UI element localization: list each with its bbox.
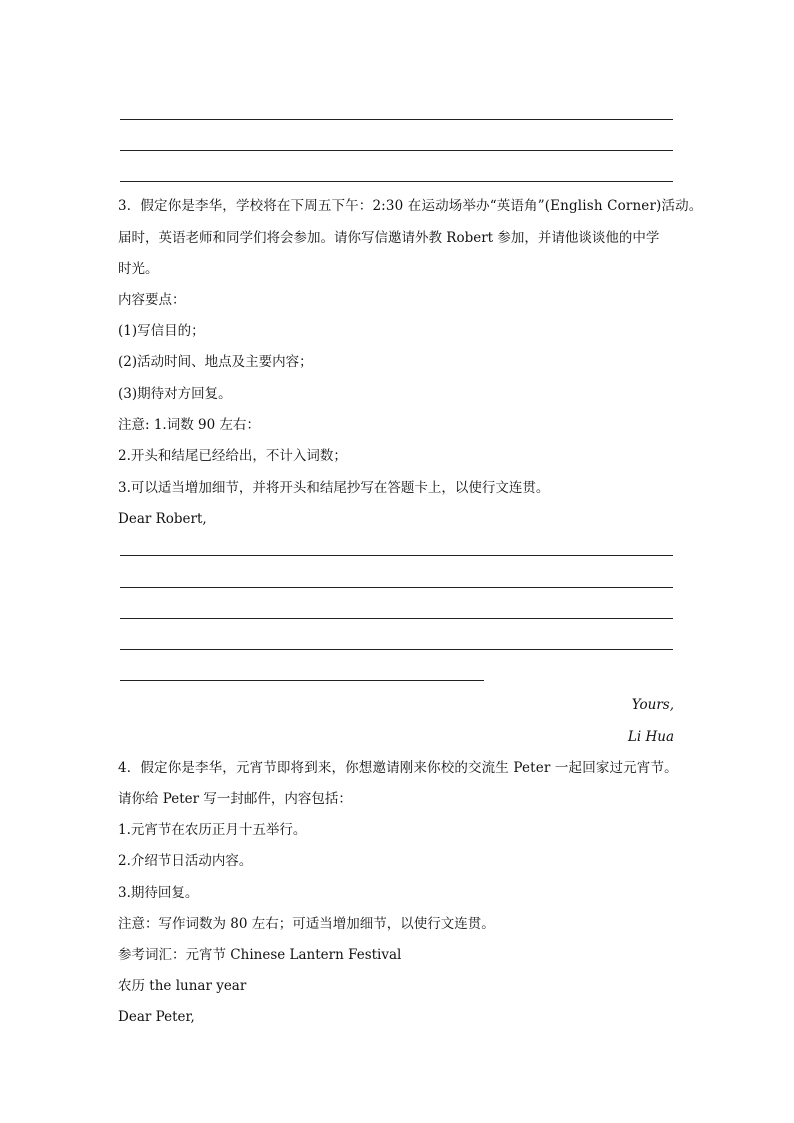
answer-line [120,119,673,120]
q3-prompt-line-1: 3．假定你是李华，学校将在下周五下午：2:30 在运动场举办“英语角”(English Corner)活动。 [118,198,703,214]
q3-note-3: 3.可以适当增加细节，并将开头和结尾抄写在答题卡上，以使行文连贯。 [118,480,550,496]
q4-item-1: 1.元宵节在农历正月十五举行。 [118,822,307,838]
q3-points-heading: 内容要点： [118,292,186,308]
q4-note: 注意：写作词数为 80 左右；可适当增加细节，以使行文连贯。 [118,916,495,932]
q3-point-3: (3)期待对方回复。 [118,386,232,402]
q3-point-2: (2)活动时间、地点及主要内容； [118,354,313,370]
q3-prompt-line-2: 届时，英语老师和同学们将会参加。请你写信邀请外教 Robert 参加，并请他谈谈他的中学 [118,230,660,246]
answer-line [120,555,673,556]
q3-signature: Li Hua [627,729,674,745]
q4-prompt-line-2: 请你给 Peter 写一封邮件，内容包括： [118,791,352,807]
q3-salutation: Dear Robert, [118,511,207,527]
q4-vocab-1: 参考词汇：元宵节 Chinese Lantern Festival [118,947,402,963]
q4-item-2: 2.介绍节日活动内容。 [118,853,253,869]
q3-prompt-line-3: 时光。 [118,261,159,277]
answer-line [120,587,673,588]
q3-note-2: 2.开头和结尾已经给出，不计入词数； [118,448,347,464]
answer-line [120,150,673,151]
answer-line [120,618,673,619]
q4-vocab-2: 农历 the lunar year [118,978,247,994]
answer-line [120,649,673,650]
q3-note-1: 注意: 1.词数 90 左右： [118,417,260,433]
q4-item-3: 3.期待回复。 [118,885,199,901]
q3-point-1: (1)写信目的； [118,323,205,339]
q3-closing: Yours, [631,697,674,713]
answer-line [120,181,673,182]
answer-line [120,680,484,681]
q4-prompt-line-1: 4．假定你是李华，元宵节即将到来，你想邀请刚来你校的交流生 Peter 一起回家过元宵节。 [118,760,678,776]
q4-salutation: Dear Peter, [118,1009,195,1025]
